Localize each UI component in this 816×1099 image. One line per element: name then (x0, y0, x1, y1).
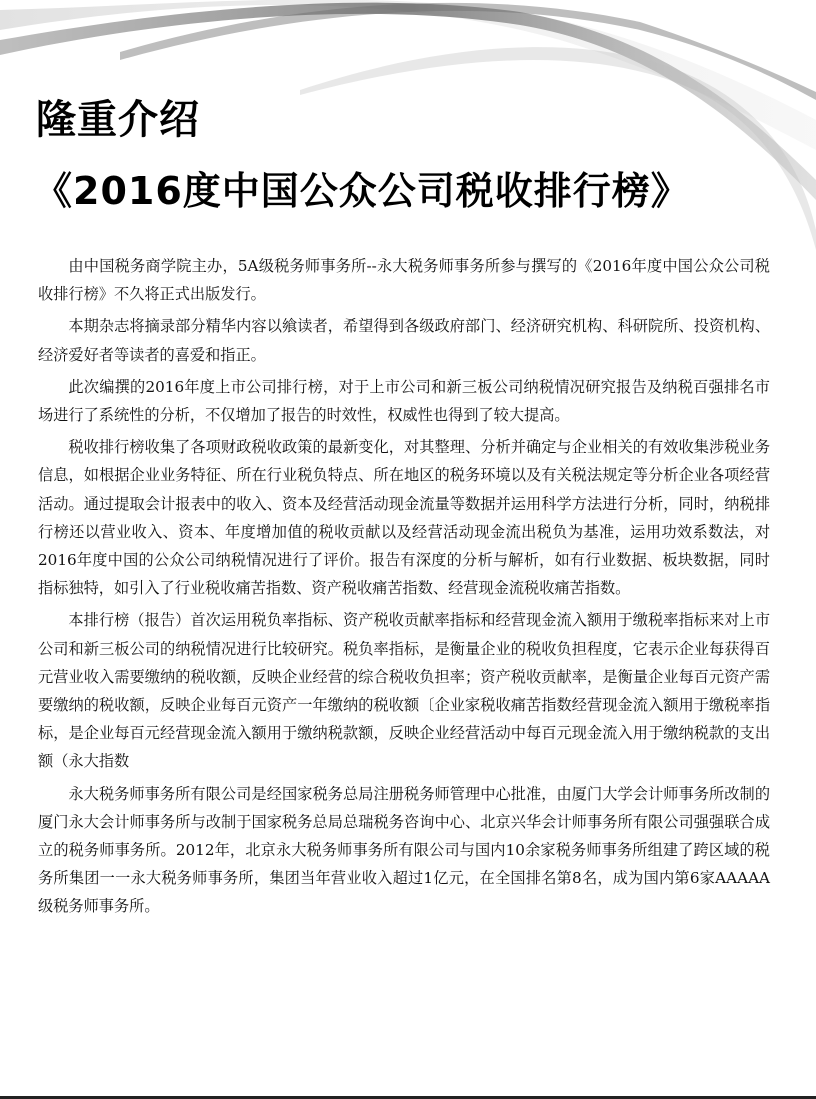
article-body (38, 252, 770, 925)
paragraph: 永大税务师事务所有限公司是经国家税务总局注册税务师管理中心批准，由厦门大学会计师事务所改制的厦门永大会计师事务所与改制于国家税务总局总瑞税务咨询中心、北京兴华会计师事务所有限公司强强联合成立的税务师事务所。2012年，北京永大税务师事务所有限公司与国内10余家税务师事务所组建了跨区域的税务所集团一一永大税务师事务所，集团当年营业收入超过1亿元，在全国排名第8名，成为国内第6家AAAAA级税务师事务所。 (38, 784, 770, 916)
page-title: 隆重介绍 (36, 97, 200, 143)
paragraph: 本期杂志将摘录部分精华内容以飨读者，希望得到各级政府部门、经济研究机构、科研院所、投资机构、经济爱好者等读者的喜爱和指正。 (38, 317, 770, 364)
paragraph: 由中国税务商学院主办，5A级税务师事务所--永大税务师事务所参与撰写的《2016年度中国公众公司税收排行榜》不久将正式出版发行。 (38, 257, 770, 304)
report-title: 《2016度中国公众公司税收排行榜》 (34, 169, 690, 213)
paragraph: 税收排行榜收集了各项财政税收政策的最新变化，对其整理、分析并确定与企业相关的有效收集涉税业务信息，如根据企业业务特征、所在行业税负特点、所在地区的税务环境以及有关税法规定等分析企业各项经营活动。通过提取会计报表中的收入、资本及经营活动现金流量等数据并运用科学方法进行分析，同时，纳税排行榜还以营业收入、资本、年度增加值的税收贡献以及经营活动现金流出税负为基准，运用功效系数法，对2016年度中国的公众公司纳税情况进行了评价。报告有深度的分析与解析，如有行业数据、板块数据，同时指标独特，如引入了行业税收痛苦指数、资产税收痛苦指数、经营现金流税收痛苦指数。 (38, 438, 770, 598)
paragraph: 此次编撰的2016年度上市公司排行榜，对于上市公司和新三板公司纳税情况研究报告及纳税百强排名市场进行了系统性的分析，不仅增加了报告的时效性，权威性也得到了较大提高。 (38, 377, 770, 425)
paragraph: 本排行榜（报告）首次运用税负率指标、资产税收贡献率指标和经营现金流入额用于缴税率指标来对上市公司和新三板公司的纳税情况进行比较研究。税负率指标，是衡量企业的税收负担程度，它表示企业每获得百元营业收入需要缴纳的税收额，反映企业经营的综合税收负担率；资产税收贡献率，是衡量企业每百元资产需要缴纳的税收额，反映企业每百元资产一年缴纳的税收额〔企业家税收痛苦指数经营现金流入额用于缴税率指标，是企业每百元经营现金流入额用于缴纳税款额，反映企业经营活动中每百元现金流入用于缴纳税款的支出额（永大指数 (38, 611, 770, 771)
